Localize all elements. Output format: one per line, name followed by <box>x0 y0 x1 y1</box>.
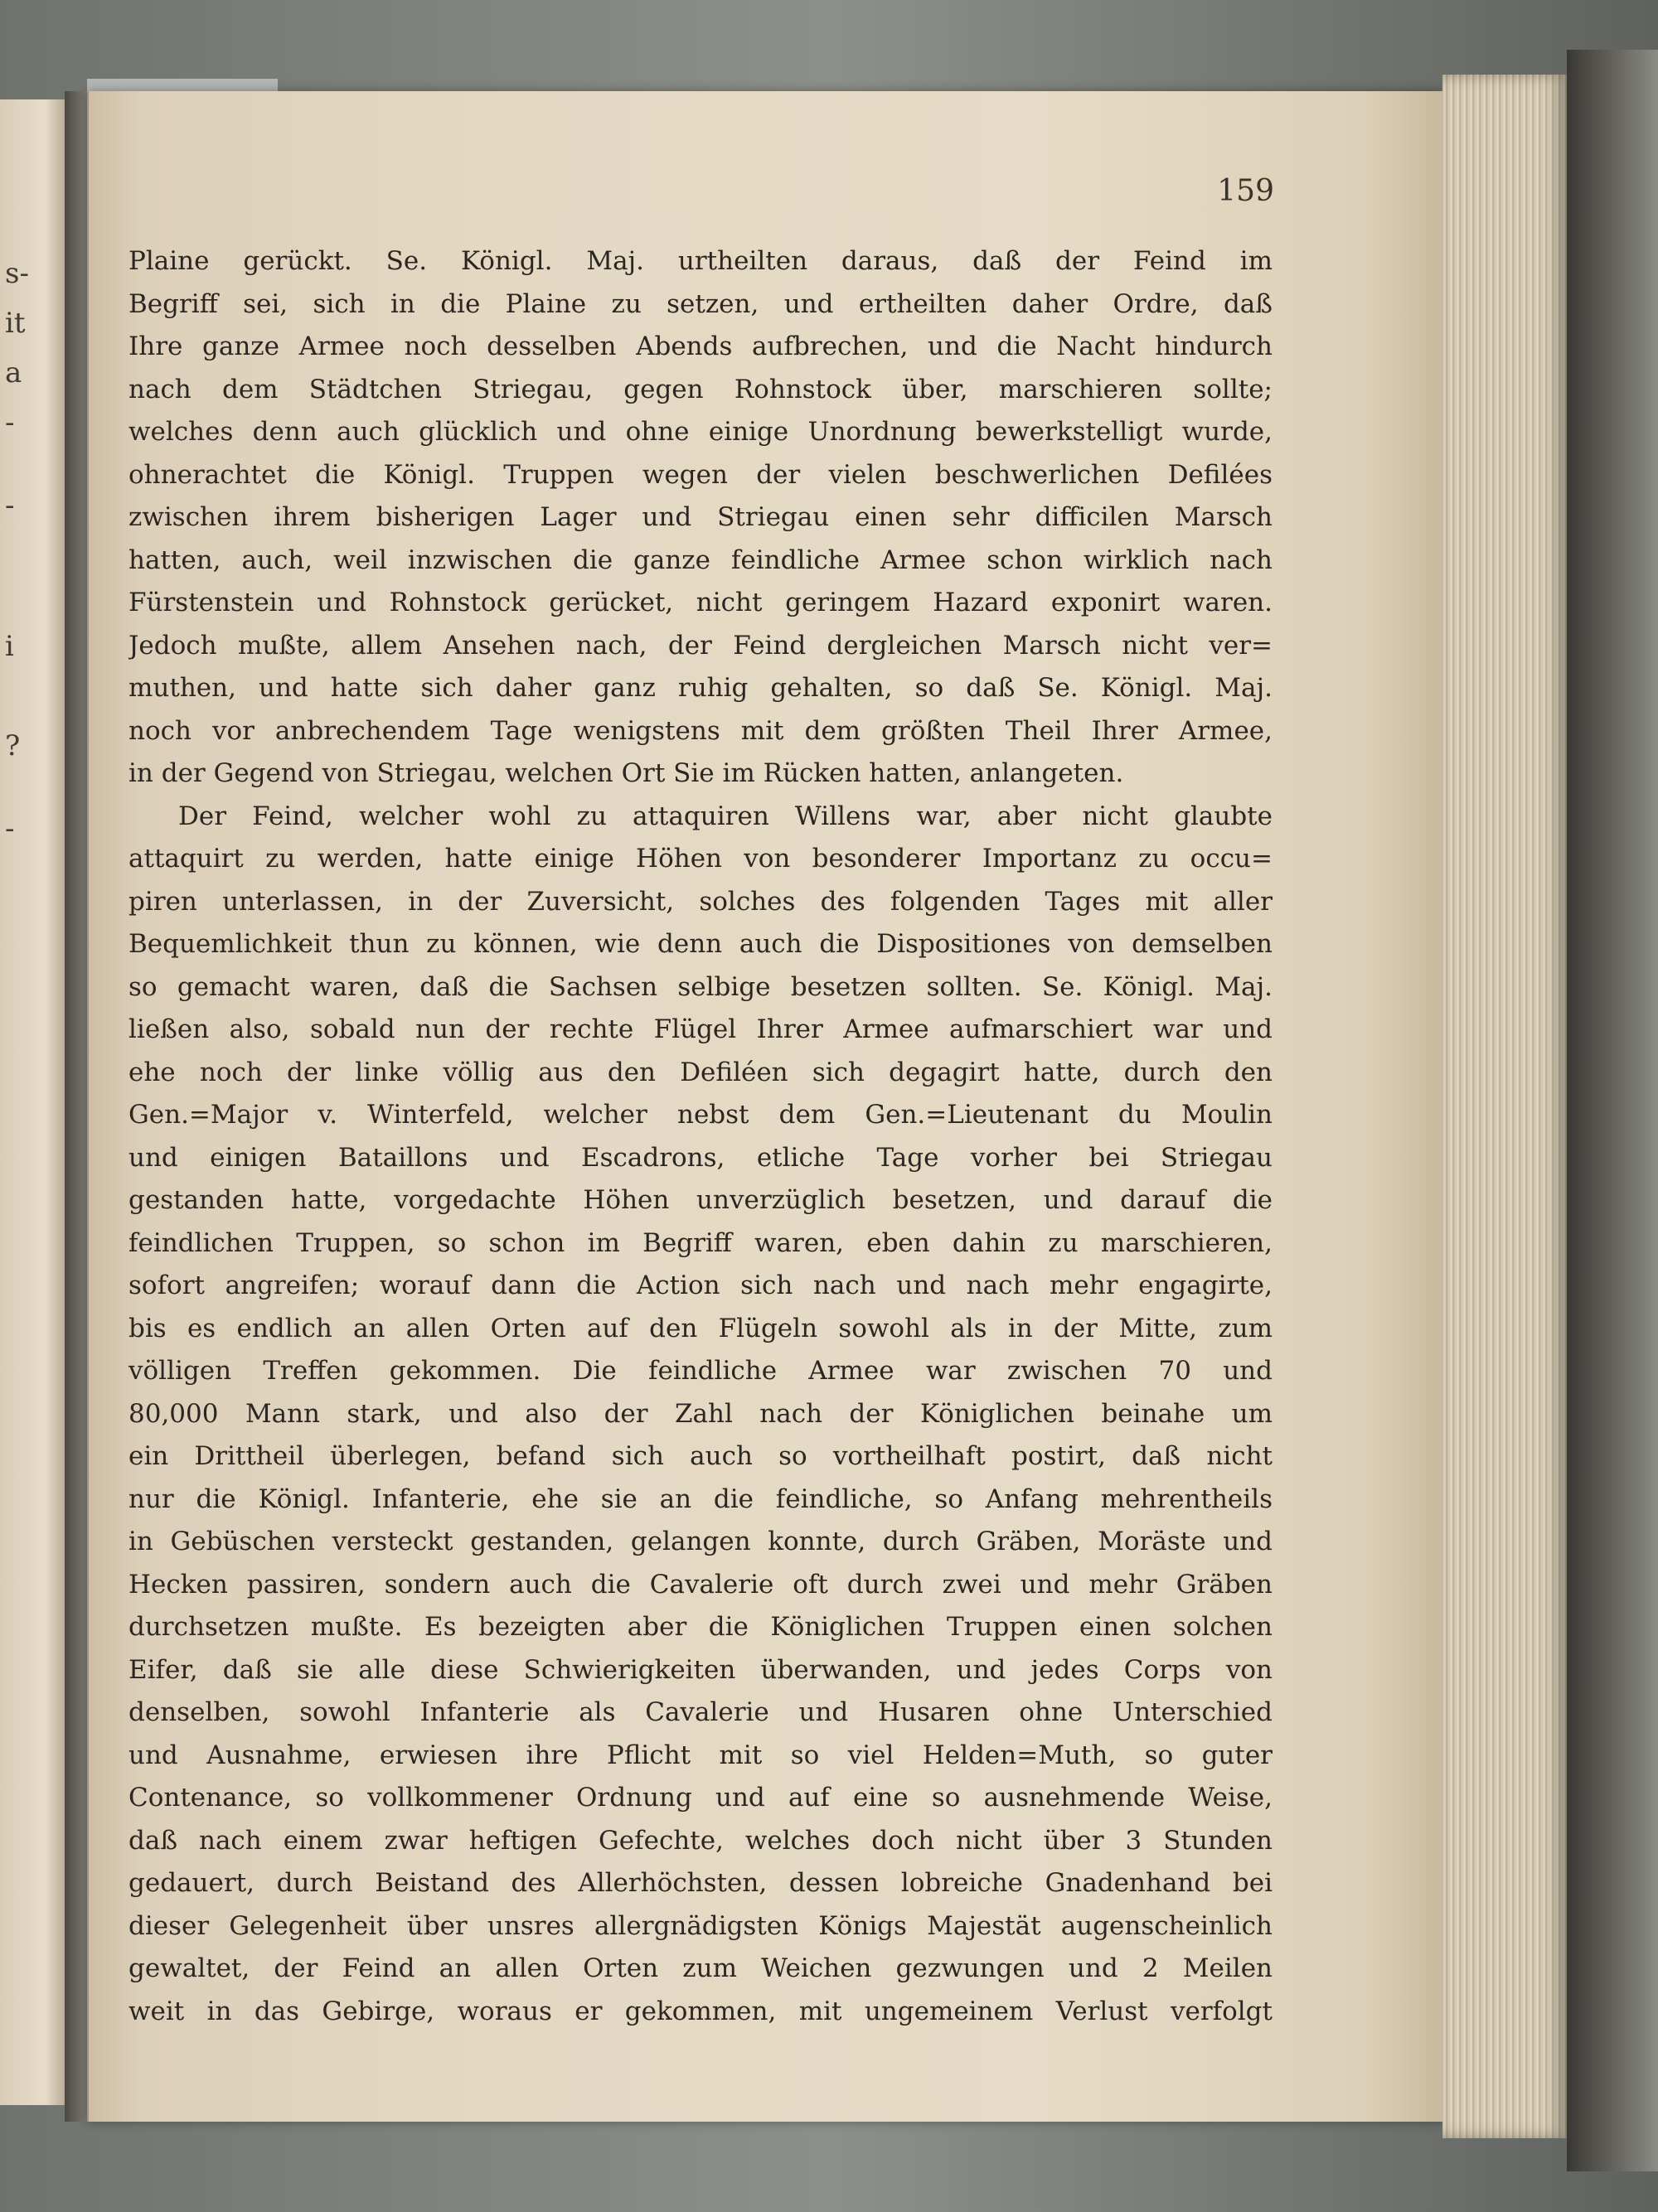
text-line: gewaltet, der Feind an allen Orten zum Weichen gezwungen und 2 Meilen <box>128 1953 1273 1983</box>
text-line: Fürstenstein und Rohnstock gerücket, nicht geringem Hazard exponirt waren. <box>128 588 1273 617</box>
text-line: sofort angreifen; worauf dann die Action sich nach und nach mehr engagirte, <box>128 1271 1273 1300</box>
text-line: Der Feind, welcher wohl zu attaquiren Willens war, aber nicht glaubte <box>178 801 1273 831</box>
text-line: feindlichen Truppen, so schon im Begriff waren, eben dahin zu marschieren, <box>128 1227 1273 1258</box>
text-line: welches denn auch glücklich und ohne einige Unordnung bewerkstelligt wurde, <box>128 417 1273 447</box>
left-page-fragment: i <box>5 630 14 663</box>
text-line: piren unterlassen, in der Zuversicht, solches des folgenden Tages mit aller <box>128 886 1273 917</box>
left-page-fragment: - <box>5 812 15 845</box>
text-line: Bequemlichkeit thun zu können, wie denn auch die Dispositiones von demselben <box>128 929 1273 959</box>
book-cover <box>1567 50 1658 2171</box>
text-line: gestanden hatte, vorgedachte Höhen unverzüglich besetzen, und darauf die <box>128 1185 1273 1215</box>
text-line: durchsetzen mußte. Es bezeigten aber die Königlichen Truppen einen solchen <box>128 1612 1273 1642</box>
text-line: muthen, und hatte sich daher ganz ruhig gehalten, so daß Se. Königl. Maj. <box>128 673 1273 703</box>
text-line: ein Drittheil überlegen, befand sich auch so vortheilhaft postirt, daß nicht <box>128 1441 1273 1471</box>
text-line: hatten, auch, weil inzwischen die ganze feindliche Armee schon wirklich nach <box>128 545 1273 575</box>
text-line: Jedoch mußte, allem Ansehen nach, der Feind dergleichen Marsch nicht ver= <box>128 630 1273 661</box>
text-line: gedauert, durch Beistand des Allerhöchsten, dessen lobreiche Gnadenhand bei <box>128 1868 1273 1898</box>
text-line: nach dem Städtchen Striegau, gegen Rohnstock über, marschieren sollte; <box>128 374 1273 404</box>
text-line: in Gebüschen versteckt gestanden, gelangen konnte, durch Gräben, Moräste und <box>128 1527 1273 1556</box>
text-line: attaquirt zu werden, hatte einige Höhen von besonderer Importanz zu occu= <box>128 844 1273 874</box>
text-line: in der Gegend von Striegau, welchen Ort Sie im Rücken hatten, anlangeten. <box>128 758 1124 788</box>
left-page-fragment: ? <box>5 729 21 762</box>
text-line: denselben, sowohl Infanterie als Cavalerie und Husaren ohne Unterschied <box>128 1697 1273 1727</box>
page-text <box>128 240 1273 2033</box>
text-line: noch vor anbrechendem Tage wenigstens mit dem größten Theil Ihrer Armee, <box>128 715 1273 746</box>
text-line: dieser Gelegenheit über unsres allergnädigsten Königs Majestät augenscheinlich <box>128 1910 1273 1941</box>
text-line: ohnerachtet die Königl. Truppen wegen der vielen beschwerlichen Defilées <box>128 459 1273 490</box>
text-line: Begriff sei, sich in die Plaine zu setzen, und ertheilten daher Ordre, daß <box>128 288 1273 319</box>
left-page-fragment: it <box>5 307 26 340</box>
text-line: weit in das Gebirge, woraus er gekommen, mit ungemeinem Verlust verfolgt <box>128 1996 1273 2026</box>
book-page <box>87 91 1444 2122</box>
left-page-fragment: a <box>5 356 22 390</box>
text-line: zwischen ihrem bisherigen Lager und Striegau einen sehr difficilen Marsch <box>128 502 1273 532</box>
text-line: Contenance, so vollkommener Ordnung und auf eine so ausnehmende Weise, <box>128 1783 1273 1813</box>
text-line: bis es endlich an allen Orten auf den Flügeln sowohl als in der Mitte, zum <box>128 1313 1273 1343</box>
text-line: daß nach einem zwar heftigen Gefechte, welches doch nicht über 3 Stunden <box>128 1825 1273 1856</box>
text-line: Ihre ganze Armee noch desselben Abends aufbrechen, und die Nacht hindurch <box>128 332 1273 361</box>
left-page-fragment: s- <box>5 257 29 290</box>
page-block-edges <box>1442 75 1572 2138</box>
left-page-fragment: - <box>5 406 15 439</box>
text-line: ließen also, sobald nun der rechte Flügel Ihrer Armee aufmarschiert war und <box>128 1014 1273 1044</box>
left-page-edge <box>0 99 67 2105</box>
text-line: Plaine gerückt. Se. Königl. Maj. urtheilten daraus, daß der Feind im <box>128 246 1273 276</box>
text-line: Eifer, daß sie alle diese Schwierigkeiten überwanden, und jedes Corps von <box>128 1654 1273 1685</box>
text-line: nur die Königl. Infanterie, ehe sie an die feindliche, so Anfang mehrentheils <box>128 1484 1273 1514</box>
text-line: Hecken passiren, sondern auch die Cavalerie oft durch zwei und mehr Gräben <box>128 1569 1273 1600</box>
text-line: ehe noch der linke völlig aus den Defiléen sich degagirt hatte, durch den <box>128 1057 1273 1087</box>
text-line: völligen Treffen gekommen. Die feindliche Armee war zwischen 70 und <box>128 1356 1273 1386</box>
text-line: und Ausnahme, erwiesen ihre Pflicht mit so viel Helden=Muth, so guter <box>128 1740 1273 1770</box>
page-number: 159 <box>1217 174 1274 208</box>
text-line: Gen.=Major v. Winterfeld, welcher nebst dem Gen.=Lieutenant du Moulin <box>128 1100 1273 1130</box>
left-page-fragment: - <box>5 489 15 522</box>
text-line: so gemacht waren, daß die Sachsen selbige besetzen sollten. Se. Königl. Maj. <box>128 971 1273 1002</box>
text-line: 80,000 Mann stark, und also der Zahl nach der Königlichen beinahe um <box>128 1398 1273 1429</box>
text-line: und einigen Bataillons und Escadrons, etliche Tage vorher bei Striegau <box>128 1142 1273 1173</box>
